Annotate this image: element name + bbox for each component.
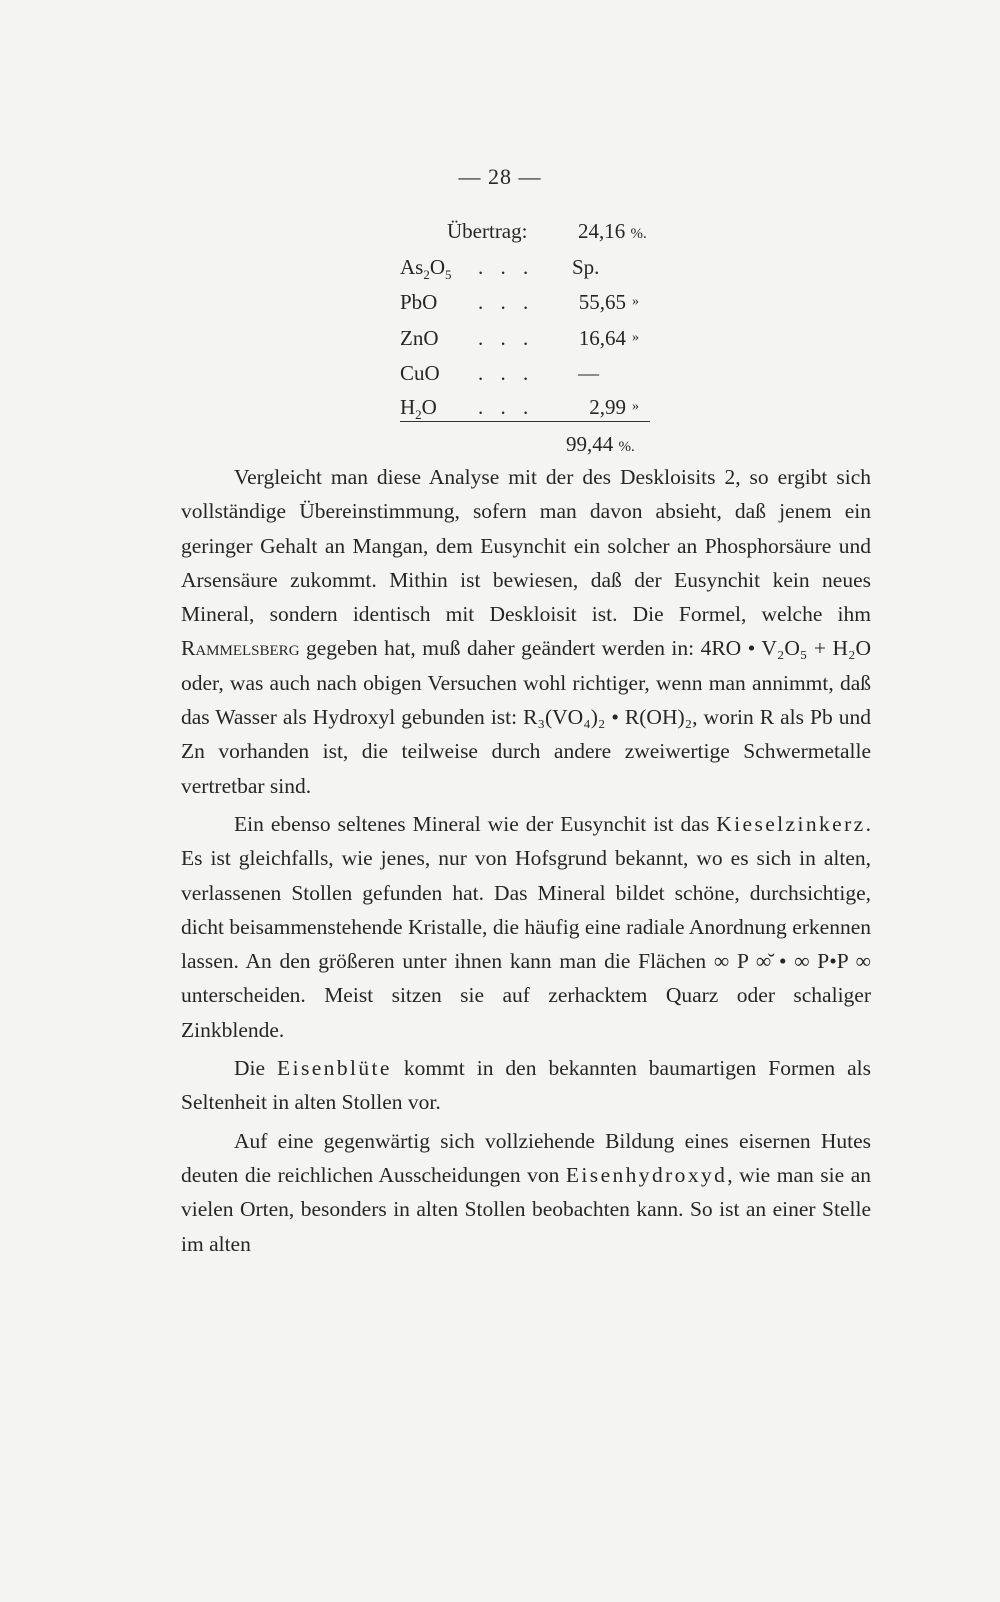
compound-h2o: $H_2O$ <box>400 395 437 423</box>
leader-dots: . . . <box>478 290 535 314</box>
page-number: — 28 — <box>458 164 542 189</box>
value-as2o5: Sp. <box>572 255 600 279</box>
leader-dots: . . . <box>478 395 535 419</box>
leader-dots: . . . <box>478 326 535 350</box>
carry-over-label: Übertrag: <box>447 219 528 243</box>
value-pbo: 55,65 <box>578 290 626 314</box>
carry-over-value: 24,16 %. <box>578 219 647 243</box>
compound-cuo: CuO <box>400 361 440 385</box>
leader-dots: . . . <box>478 361 535 385</box>
author-name: Rammelsberg <box>181 636 300 661</box>
compound-as2o5: $As_2O_5$ <box>400 255 452 283</box>
mineral-term: Kieselzinkerz <box>716 811 866 836</box>
paragraph: Vergleicht man diese Analyse mit der des Deskloisits 2, so ergibt sich vollständige Übereinstimmung, sofern man davon absieht, daß jenem ein geringer Gehalt an Mangan, dem Eusynchit ein solcher an Phosphorsäure und Arsensäure zukommt. Mithin ist bewiesen, daß der Eusynchit kein neues Mineral, sondern identisch mit Deskloisit ist. Die Formel, welche ihm Rammelsberg gegeben hat, muß daher geändert werden in: 4RO • V₂O₅ + H₂O oder, was auch nach obigen Versuchen wohl richtiger, wenn man annimmt, daß das Wasser als Hydroxyl gebunden ist: R₃(VO₄)₂ • R(OH)₂, worin R als Pb und Zn vorhanden ist, die teilweise durch andere zweiwertige Schwermetalle vertretbar sind. <box>181 465 871 798</box>
ditto-mark: » <box>632 399 639 414</box>
ditto-mark: » <box>632 330 639 345</box>
value-h2o: 2,99 <box>589 395 626 419</box>
ditto-mark: » <box>632 294 639 309</box>
leader-dots: . . . <box>478 255 535 279</box>
paragraph: Ein ebenso seltenes Mineral wie der Eusynchit ist das Kieselzinkerz. Es ist gleichfalls, wie jenes, nur von Hofsgrund bekannt, wo es sich in alten, verlassenen Stollen gefunden hat. Das Mineral bildet schöne, durchsichtige, dicht beisammenstehende Kristalle, die häufig eine radiale Anordnung erkennen lassen. An den größeren unter ihnen kann man die Flächen ∞ P ∞̆ • ∞ P•P ∞ unterscheiden. Meist sitzen sie auf zerhacktem Quarz oder schaliger Zinkblende. <box>181 811 871 1042</box>
value-zno: 16,64 <box>578 326 626 350</box>
mineral-term: Eisenblüte <box>277 1056 392 1081</box>
total-value: 99,44 %. <box>566 432 635 456</box>
compound-zno: ZnO <box>400 326 439 350</box>
value-cuo: — <box>578 361 599 385</box>
paragraph: Die Eisenblüte kommt in den bekannten baumartigen Formen als Seltenheit in alten Stollen vor. <box>181 1056 872 1115</box>
analysis-table <box>0 0 1000 460</box>
compound-pbo: PbO <box>400 290 438 314</box>
sum-rule <box>400 421 650 422</box>
body-text <box>181 460 871 1265</box>
paragraph: Auf eine gegenwärtig sich vollziehende Bildung eines eisernen Hutes deuten die reichlichen Ausscheidungen von Eisenhydroxyd, wie man sie an vielen Orten, besonders in alten Stollen beobachten kann. So ist an einer Stelle im alten <box>181 1128 871 1256</box>
mineral-term: Eisenhydroxyd <box>565 1162 728 1187</box>
